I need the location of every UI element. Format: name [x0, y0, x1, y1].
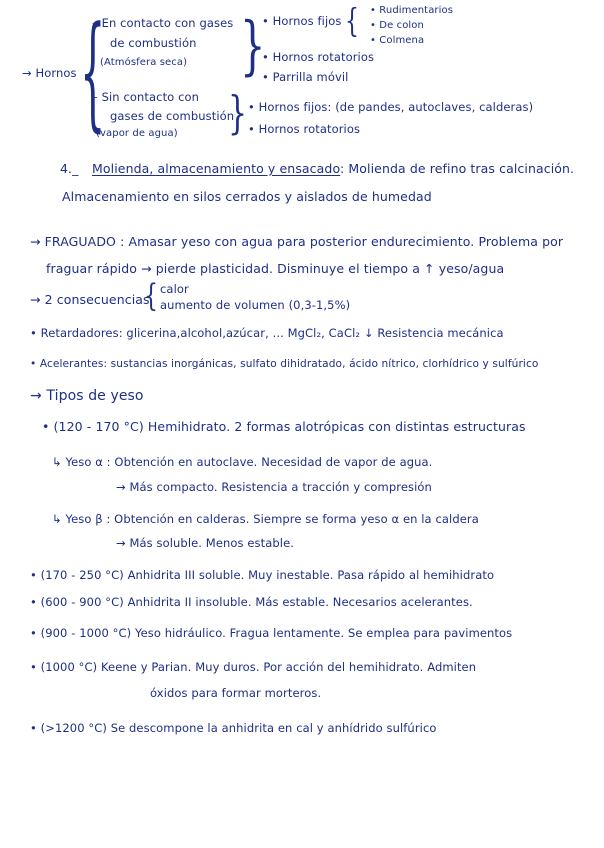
tipos-anhidrita2: • (600 - 900 °C) Anhidrita II insoluble. Más estable. Necesarios acelerantes. [30, 595, 473, 609]
hornos-brace: { [80, 2, 106, 146]
tipos-beta-2: → Más soluble. Menos estable. [116, 536, 295, 550]
acelerantes: • Acelerantes: sustancias inorgánicas, sulfato dihidratado, ácido nítrico, clorhídrico y sulfúrico [30, 358, 539, 370]
tipos-hidraulico: • (900 - 1000 °C) Yeso hidráulico. Fragua lentamente. Se emplea para pavimentos [30, 626, 513, 640]
fijos-sub-1: • Rudimentarios [370, 5, 454, 16]
consecuencias-item1: calor [160, 282, 189, 296]
tipos-descompone: • (>1200 °C) Se descompone la anhidrita en cal y anhídrido sulfúrico [30, 721, 437, 735]
section4-title: Molienda, almacenamiento y ensacado [92, 161, 341, 176]
tipos-title: → Tipos de yeso [30, 388, 144, 404]
contact-line1: – En contacto con gases [92, 16, 234, 30]
tipos-keene-1: • (1000 °C) Keene y Parian. Muy duros. Por acción del hemihidrato. Admiten [30, 660, 477, 674]
hornos-root: → Hornos [22, 66, 77, 80]
contact-brace: } [240, 9, 266, 83]
consecuencias-item2: aumento de volumen (0,3-1,5%) [160, 298, 351, 312]
tipos-keene-2: óxidos para formar morteros. [150, 686, 322, 700]
fraguado-line2: fraguar rápido → pierde plasticidad. Disminuye el tiempo a ↑ yeso/agua [46, 261, 505, 276]
tipos-beta-1: ↳ Yeso β : Obtención en calderas. Siempre se forma yeso α en la caldera [52, 512, 479, 526]
no-contact-brace: } [228, 87, 248, 140]
fijos-sub-3: • Colmena [370, 35, 425, 46]
section4-rest: : Molienda de refino tras calcinación. [340, 161, 575, 176]
tipos-anhidrita3: • (170 - 250 °C) Anhidrita III soluble. Muy inestable. Pasa rápido al hemihidrato [30, 568, 495, 582]
no-contact-rotatorios: • Hornos rotatorios [248, 122, 361, 136]
consecuencias-brace: { [144, 279, 158, 315]
fijos-brace: { [345, 3, 359, 41]
section4-line2: Almacenamiento en silos cerrados y aislados de humedad [62, 189, 432, 204]
contact-line3: (Atmósfera seca) [100, 57, 188, 68]
contact-rotatorios: • Hornos rotatorios [262, 50, 375, 64]
contact-line2: de combustión [110, 36, 197, 50]
fijos-sub-2: • De colon [370, 20, 424, 31]
no-contact-line3: (vapor de agua) [96, 128, 178, 139]
tipos-hemihidrato: • (120 - 170 °C) Hemihidrato. 2 formas alotrópicas con distintas estructuras [42, 419, 526, 434]
no-contact-line2: gases de combustión [110, 109, 235, 123]
fraguado-line1: → FRAGUADO : Amasar yeso con agua para posterior endurecimiento. Problema por [30, 234, 564, 249]
retardadores: • Retardadores: glicerina,alcohol,azúcar, ... MgCl₂, CaCl₂ ↓ Resistencia mecánica [30, 326, 504, 340]
tipos-alfa-2: → Más compacto. Resistencia a tracción y compresión [116, 480, 432, 494]
consecuencias-label: → 2 consecuencias [30, 292, 150, 307]
section4-number: 4._ [60, 161, 79, 176]
contact-fijos: • Hornos fijos [262, 14, 342, 28]
no-contact-line1: – Sin contacto con [92, 90, 200, 104]
no-contact-fijos: • Hornos fijos: (de pandes, autoclaves, calderas) [248, 100, 534, 114]
contact-parrilla: • Parrilla móvil [262, 70, 349, 84]
tipos-alfa-1: ↳ Yeso α : Obtención en autoclave. Necesidad de vapor de agua. [52, 455, 433, 469]
